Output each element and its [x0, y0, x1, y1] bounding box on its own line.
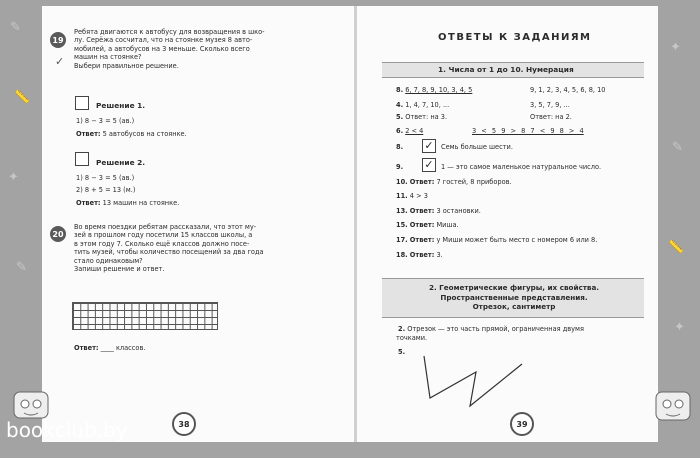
answer-9-number: 9.: [396, 163, 404, 171]
task-19-text: Ребята двигаются к автобусу для возвращения в шко- лу. Серёжа сосчитал, что на стоянке музея 8 авто- мобилей, а автобусов на 3 меньше. Сколько всего машин на стоянке? Выбери правильное решение.: [74, 28, 265, 70]
answer-row-4b: 3, 5, 7, 9, ...: [530, 101, 570, 109]
answer-line-15: 15. Ответ: Миша.: [396, 221, 459, 229]
task-20-badge: 20: [50, 226, 66, 242]
geo-answer-5-number: 5.: [398, 348, 406, 356]
solution-1-step: 1) 8 − 3 = 5 (ав.): [76, 117, 135, 125]
answer-line-11: 11. 4 > 3: [396, 192, 428, 200]
book-spine: [354, 6, 357, 442]
pencil-doodle-icon: ✎: [16, 260, 27, 275]
answer-8-number: 8.: [396, 143, 404, 151]
solution-2-step-2: 2) 8 + 5 = 13 (м.): [76, 186, 136, 194]
pencil-doodle-icon: ✎: [10, 20, 21, 35]
solution-2-title: Решение 2.: [96, 158, 146, 167]
pencil-doodle-icon: ✎: [672, 140, 683, 155]
checkmark-icon: ✓: [55, 55, 65, 68]
task-20-text: Во время поездки ребятам рассказали, что этот му- зей в прошлом году посетили 15 классов школы, а в этом году 7. Сколько ещё классов должно посе- тить музей, чтобы количество посещений за два года стало одинаковым? Запиши решение и ответ.: [74, 223, 264, 274]
answer-line-13: 13. Ответ: 3 остановки.: [396, 207, 481, 215]
answer-row-5: 5. Ответ: на 3.: [396, 113, 448, 121]
answers-heading: ОТВЕТЫ К ЗАДАНИЯМ: [438, 32, 592, 43]
task-20-answer: Ответ: ____ классов.: [74, 344, 146, 352]
check-8-text: Семь больше шести.: [441, 143, 513, 151]
answer-row-6: 6. 2 < 4: [396, 127, 424, 135]
answer-row-5b: Ответ: на 2.: [530, 113, 572, 121]
solution-1-answer: Ответ: 5 автобусов на стоянке.: [76, 130, 187, 138]
star-doodle-icon: ✦: [8, 170, 19, 185]
check-9-text: 1 — это самое маленькое натуральное число.: [441, 163, 602, 171]
page-number-right: 39: [510, 412, 534, 436]
answer-row-4: 4. 1, 4, 7, 10, ...: [396, 101, 450, 109]
answer-line-10: 10. Ответ: 7 гостей, 8 приборов.: [396, 178, 512, 186]
star-doodle-icon: ✦: [674, 320, 685, 335]
ruler-doodle-icon: 📏: [14, 90, 31, 105]
answer-line-18: 18. Ответ: 3.: [396, 251, 443, 259]
geo-answer-2-cont: точками.: [396, 334, 428, 342]
solution-1-title: Решение 1.: [96, 101, 146, 110]
ruler-doodle-icon: 📏: [668, 240, 685, 255]
solution-2-step-1: 1) 8 − 3 = 5 (ав.): [76, 174, 135, 182]
section-1-title: 1. Числа от 1 до 10. Нумерация: [438, 65, 574, 74]
bookclub-watermark: bookclub.by: [6, 418, 128, 442]
answer-row-8: 8. 6, 7, 8, 9, 10, 3, 4, 5: [396, 86, 473, 94]
answer-row-6b: 3 < 5 9 > 8 7 < 9 8 > 4: [472, 127, 584, 135]
answer-grid[interactable]: [72, 302, 218, 330]
task-19-badge: 19: [50, 32, 66, 48]
answer-line-17: 17. Ответ: у Миши может быть место с номером 6 или 8.: [396, 236, 598, 244]
geo-answer-2: 2. Отрезок — это часть прямой, ограниченная двумя: [398, 325, 584, 333]
broken-line-path: [424, 356, 522, 406]
check-9-box[interactable]: ✓: [422, 158, 436, 172]
solution-2-answer: Ответ: 13 машин на стоянке.: [76, 199, 180, 207]
solution-2-checkbox[interactable]: [75, 152, 89, 166]
solution-1-checkbox[interactable]: [75, 96, 89, 110]
check-8-box[interactable]: ✓: [422, 139, 436, 153]
section-2-title: 2. Геометрические фигуры, их свойства. Пространственные представления. Отрезок, сантиметр: [428, 283, 600, 312]
broken-line-drawing: [410, 350, 530, 410]
robot-mascot-right-icon: [650, 384, 696, 428]
page-number-left: 38: [172, 412, 196, 436]
answer-row-8b: 9, 1, 2, 3, 4, 5, 6, 8, 10: [530, 86, 606, 94]
star-doodle-icon: ✦: [670, 40, 681, 55]
